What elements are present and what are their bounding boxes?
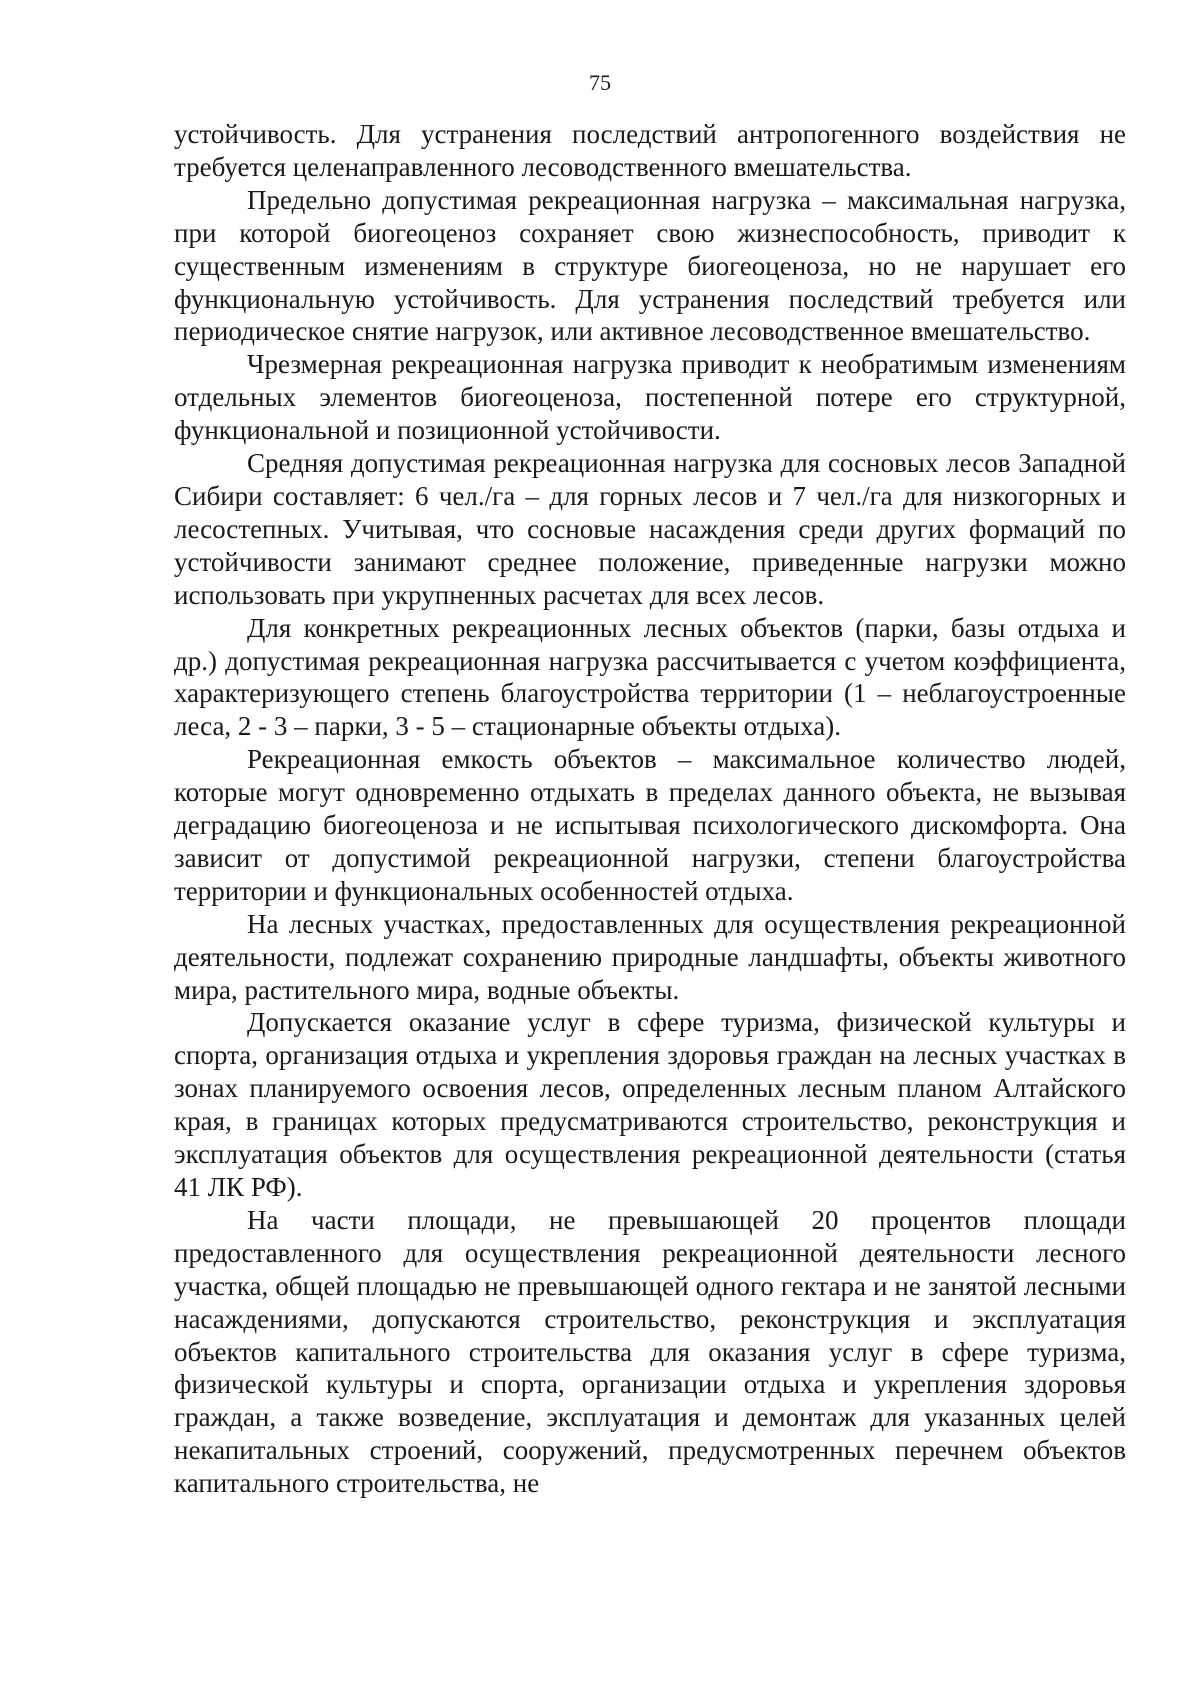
paragraph-permitted-services: Допускается оказание услуг в сфере туризма, физической культуры и спорта, организация отдыха и укрепления здоровья граждан на лесных участках в зонах планируемого освоения лесов, определенных лесным планом Алтайского края, в границах которых предусматриваются строительство, реконструкция и эксплуатация объектов для осуществления рекреационной деятельности (статья 41 ЛК РФ). xyxy=(174,1007,1126,1202)
paragraph-landscape-preservation: На лесных участках, предоставленных для осуществления рекреационной деятельности, подлежат сохранению природные ландшафты, объекты животного мира, растительного мира, водные объекты. xyxy=(174,908,1126,1005)
paragraph-construction-area: На части площади, не превышающей 20 процентов площади предоставленного для осуществления рекреационной деятельности лесного участка, общей площадью не превышающей одного гектара и не занятой лесными насаждениями, допускаются строительство, реконструкция и эксплуатация объектов капитального строительства для оказания услуг в сфере туризма, физической культуры и спорта, организации отдыха и укрепления здоровья граждан, а также возведение, эксплуатация и демонтаж для указанных целей некапитальных строений, сооружений, предусмотренных перечнем объектов капитального строительства, не xyxy=(174,1204,1126,1499)
paragraph-average-load: Средняя допустимая рекреационная нагрузка для сосновых лесов Западной Сибири составляет: 6 чел./га – для горных лесов и 7 чел./га для низкогорных и лесостепных. Учитывая, что сосновые насаждения среди других формаций по устойчивости занимают среднее положение, приведенные нагрузки можно использовать при укрупненных расчетах для всех лесов. xyxy=(174,448,1126,610)
paragraph-recreational-capacity: Рекреационная емкость объектов – максимальное количество людей, которые могут одновременно отдыхать в пределах данного объекта, не вызывая деградацию биогеоценоза и не испытывая психологического дискомфорта. Она зависит от допустимой рекреационной нагрузки, степени благоустройства территории и функциональных особенностей отдыха. xyxy=(174,744,1126,906)
document-body xyxy=(174,118,1126,1500)
paragraph-continuation: устойчивость. Для устранения последствий антропогенного воздействия не требуется целенаправленного лесоводственного вмешательства. xyxy=(174,119,1126,182)
paragraph-excessive-load: Чрезмерная рекреационная нагрузка приводит к необратимым изменениям отдельных элементов биогеоценоза, постепенной потере его структурной, функциональной и позиционной устойчивости. xyxy=(174,349,1126,446)
paragraph-specific-objects: Для конкретных рекреационных лесных объектов (парки, базы отдыха и др.) допустимая рекреационная нагрузка рассчитывается с учетом коэффициента, характеризующего степень благоустройства территории (1 – неблагоустроенные леса, 2 - 3 – парки, 3 - 5 – стационарные объекты отдыха). xyxy=(174,612,1126,742)
page-number: 75 xyxy=(589,70,611,95)
paragraph-max-load: Предельно допустимая рекреационная нагрузка – максимальная нагрузка, при которой биогеоценоз сохраняет свою жизнеспособность, приводит к существенным изменениям в структуре биогеоценоза, но не нарушает его функциональную устойчивость. Для устранения последствий требуется или периодическое снятие нагрузок, или активное лесоводственное вмешательство. xyxy=(174,184,1126,347)
